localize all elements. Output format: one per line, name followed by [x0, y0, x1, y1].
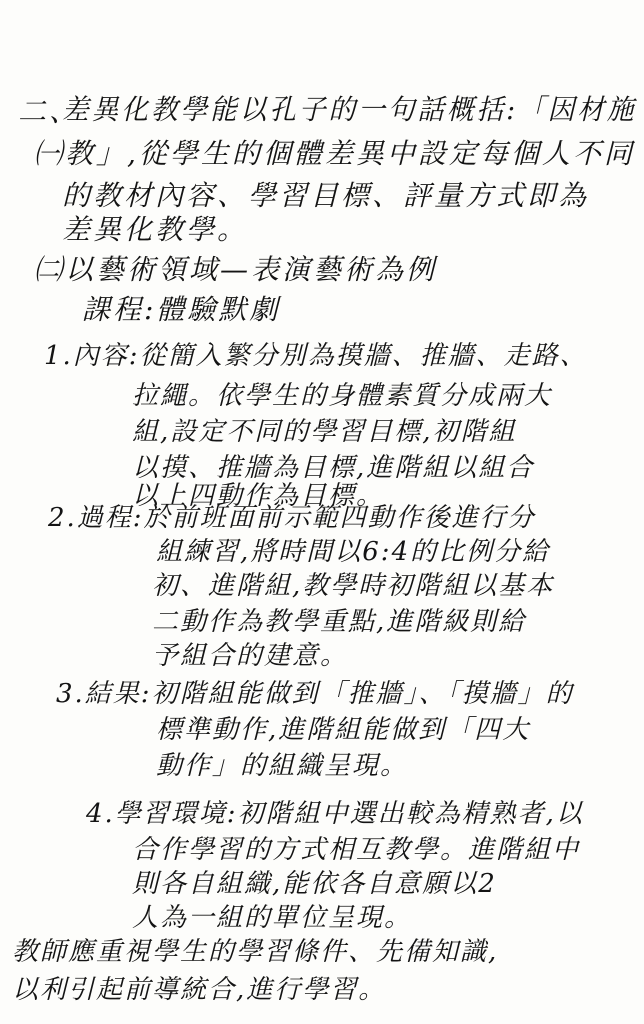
- section-marker: 二、: [18, 95, 81, 128]
- closing-line-1: 教師應重視學生的學習條件、先備知識,: [12, 937, 499, 967]
- item-4-line-2: 合作學習的方式相互教學。進階組中: [132, 835, 581, 865]
- section-two-line-4: 差異化教學。: [62, 213, 249, 246]
- item-3-line-1: 3.結果:初階組能做到「推牆」、「摸牆」的: [56, 679, 574, 709]
- section-two-line-2: ㈠教」,從學生的個體差異中設定每個人不同: [34, 137, 635, 170]
- item-3-line-3: 動作」的組織呈現。: [156, 751, 409, 781]
- item-1-line-3: 組,設定不同的學習目標,初階組: [132, 417, 517, 447]
- item-1-line-4: 以摸、推牆為目標,進階組以組合: [132, 453, 535, 483]
- item-2-line-1: 2.過程:於前班面前示範四動作後進行分: [48, 503, 536, 533]
- item-2-line-2: 組練習,將時間以6:4的比例分給: [156, 537, 551, 567]
- closing-line-2: 以利引起前導統合,進行學習。: [12, 975, 387, 1005]
- item-2-line-5: 予組合的建意。: [152, 641, 349, 671]
- item-4-line-3: 則各自組織,能依各自意願以2: [132, 869, 497, 899]
- section-two-line-1: 差異化教學能以孔子的一句話概括:「因材施: [62, 93, 637, 126]
- course-title: 課程:體驗默劇: [82, 293, 281, 326]
- section-two-line-3: 的教材內容、學習目標、評量方式即為: [62, 179, 590, 212]
- item-4-line-4: 人為一組的單位呈現。: [132, 903, 413, 933]
- item-3-line-2: 標準動作,進階組能做到「四大: [156, 715, 531, 745]
- item-4-line-1: 4.學習環境:初階組中選出較為精熟者,以: [86, 799, 584, 829]
- item-1-line-5: 以上四動作為目標。: [132, 481, 385, 511]
- item-2-line-4: 二動作為教學重點,進階級則給: [152, 607, 527, 637]
- item-1-line-2: 拉繩。依學生的身體素質分成兩大: [132, 381, 553, 411]
- item-2-line-3: 初、進階組,教學時初階組以基本: [152, 571, 555, 601]
- subsection-heading: ㈡以藝術領域—表演藝術為例: [34, 253, 438, 286]
- item-1-line-1: 1.內容:從簡入繁分別為摸牆、推牆、走路、: [44, 341, 588, 371]
